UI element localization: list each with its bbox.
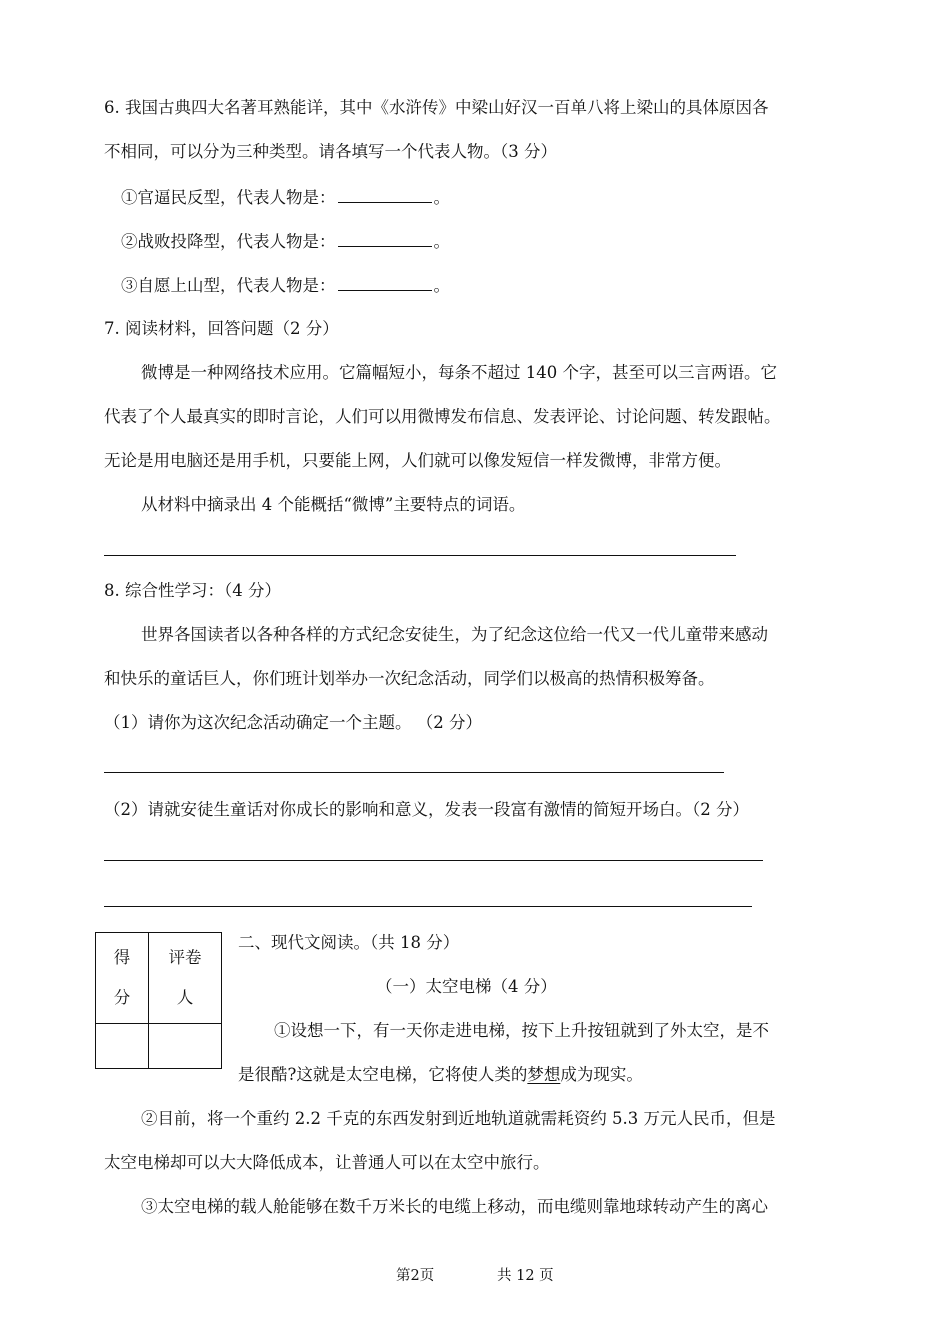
q6-item-3-label: ③自愿上山型，代表人物是： xyxy=(121,276,336,295)
score-label-char-1: 得 xyxy=(113,948,131,967)
q8-para-line-2: 和快乐的童话巨人，你们班计划举办一次纪念活动，同学们以极高的热情积极筹备。 xyxy=(104,669,715,688)
grader-label-line-1: 评卷 xyxy=(168,948,202,967)
section-2-para-1-line-1: ①设想一下，有一天你走进电梯，按下上升按钮就到了外太空，是不 xyxy=(274,1021,769,1040)
section-2-para-2-line-1: ②目前，将一个重约 2.2 千克的东西发射到近地轨道就需耗资约 5.3 万元人民币，但是 xyxy=(141,1109,776,1128)
section-2-para-2-line-2: 太空电梯却可以大大降低成本，让普通人可以在太空中旅行。 xyxy=(104,1153,550,1172)
grader-label-cell xyxy=(149,933,222,1024)
section-2-subtitle: （一）太空电梯（4 分） xyxy=(376,977,557,996)
q6-item-3 xyxy=(121,274,450,297)
q8-sub-1-answer-line[interactable] xyxy=(104,772,724,773)
grader-entry-cell[interactable] xyxy=(149,1024,222,1069)
section-2-heading: 二、现代文阅读。（共 18 分） xyxy=(238,933,460,952)
page-total: 共 12 页 xyxy=(497,1268,554,1284)
q6-item-1-label: ①官逼民反型，代表人物是： xyxy=(121,188,336,207)
q8-sub-2: （2）请就安徒生童话对你成长的影响和意义，发表一段富有激情的简短开场白。（2 分） xyxy=(104,800,749,819)
underlined-word: 梦想 xyxy=(527,1065,561,1084)
answer-blank[interactable] xyxy=(338,274,432,291)
q6-line-2: 不相同，可以分为三种类型。请各填写一个代表人物。（3 分） xyxy=(104,142,557,161)
q6-item-1-end: 。 xyxy=(433,188,450,207)
q6-item-2-end: 。 xyxy=(433,232,450,251)
score-label-char-2: 分 xyxy=(113,988,131,1007)
section-2-para-1-line-2 xyxy=(238,1064,643,1086)
q6-line-1: 6. 我国古典四大名著耳熟能详，其中《水浒传》中梁山好汉一百单八将上梁山的具体原因各 xyxy=(104,98,769,117)
page-number: 第2页 xyxy=(396,1268,435,1284)
q8-sub-2-answer-line-2[interactable] xyxy=(104,906,752,907)
q7-para-line-3: 无论是用电脑还是用手机，只要能上网，人们就可以像发短信一样发微博，非常方便。 xyxy=(104,451,731,470)
q7-answer-line[interactable] xyxy=(104,555,736,556)
para-1-text-after: 成为现实。 xyxy=(560,1065,643,1084)
q6-item-3-end: 。 xyxy=(433,276,450,295)
q6-item-2 xyxy=(121,230,450,253)
q7-para-line-1: 微博是一种网络技术应用。它篇幅短小，每条不超过 140 个字，甚至可以三言两语。它 xyxy=(141,363,777,382)
section-2-para-3-line-1: ③太空电梯的载人舱能够在数千万米长的电缆上移动，而电缆则靠地球转动产生的离心 xyxy=(141,1197,768,1216)
score-box xyxy=(95,932,222,1069)
q8-title: 8. 综合性学习：（4 分） xyxy=(104,581,281,600)
q7-title: 7. 阅读材料，回答问题（2 分） xyxy=(104,319,339,338)
score-entry-cell[interactable] xyxy=(96,1024,149,1069)
score-label-cell xyxy=(96,933,149,1024)
answer-blank[interactable] xyxy=(338,230,432,247)
q7-question: 从材料中摘录出 4 个能概括“微博”主要特点的词语。 xyxy=(141,495,526,514)
q8-sub-2-answer-line-1[interactable] xyxy=(104,860,763,861)
q6-item-2-label: ②战败投降型，代表人物是： xyxy=(121,232,336,251)
q8-sub-1: （1）请你为这次纪念活动确定一个主题。 （2 分） xyxy=(104,713,482,732)
answer-blank[interactable] xyxy=(338,186,432,203)
para-1-text-before: 是很酷?这就是太空电梯，它将使人类的 xyxy=(238,1065,528,1084)
q7-para-line-2: 代表了个人最真实的即时言论，人们可以用微博发布信息、发表评论、讨论问题、转发跟帖。 xyxy=(104,407,781,426)
q8-para-line-1: 世界各国读者以各种各样的方式纪念安徒生，为了纪念这位给一代又一代儿童带来感动 xyxy=(141,625,768,644)
grader-label-line-2: 人 xyxy=(176,988,194,1007)
q6-item-1 xyxy=(121,186,450,209)
